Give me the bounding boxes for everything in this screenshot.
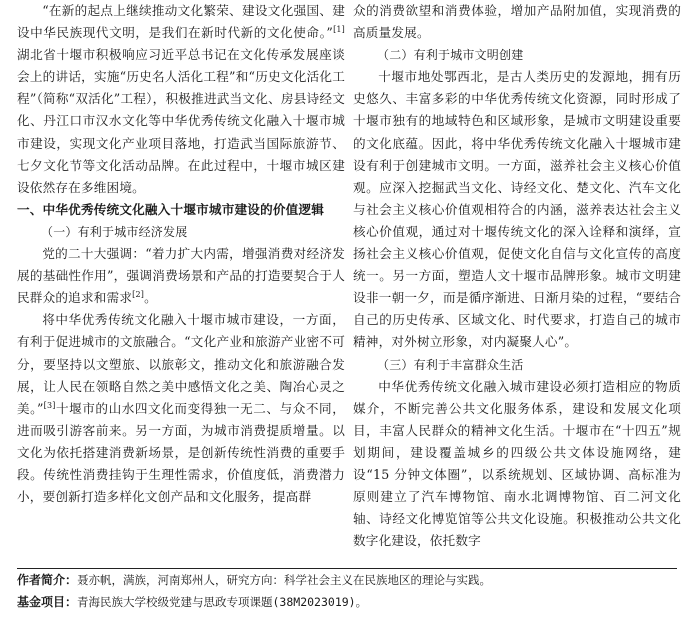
author-value: 聂亦帆，满族，河南郑州人，研究方向：科学社会主义在民族地区的理论与实践。 [77,573,492,587]
paragraph-consumption [17,243,345,309]
author-note [17,569,677,591]
subsection-heading-civilization: （二）有利于城市文明创建 [377,48,524,63]
subsection-heading-life: （三）有利于丰富群众生活 [377,357,524,372]
right-column [353,0,681,552]
paragraph-intro [17,0,345,199]
fund-value: 青海民族大学校级党建与思政专项课题(38M2023019)。 [77,595,368,609]
paragraph-public-culture: 中华优秀传统文化融入城市建设必须打造相应的物质媒介，不断完善公共文化服务体系，建设和发展文化项目，丰富人民群众的精神文化生活。十堰市在“十四五”规划期间，建设覆盖城乡的四级公共文体设施网络，建设“15 分钟文体圈”，以系统规划、区域协调、高标准为原则建立了汽车博物馆、南水北调博物馆、百二河文化轴、诗经文化博览馆等公共文化设施。积极推动公共文化数字化建设，依托数字 [353,378,681,549]
left-column [17,0,345,508]
subsection-heading-economy: （一）有利于城市经济发展 [41,224,188,239]
paragraph-text: 。 [144,290,157,306]
paragraph-text: “在新的起点上继续推动文化繁荣、建设文化强国、建设中华民族现代文明，是我们在新时代新的文化使命。” [17,3,345,41]
citation-ref: [1] [333,25,345,35]
paragraph-text: 十堰市的山水四文化而变得独一无二、与众不同，进而吸引游客前来。另一方面，为城市消费提质增量。以文化为依托搭建消费新场景，是创新传统性消费的重要手段。传统性消费挂钩于生理性需求，价值度低，消费潜力小，要创新打造多样化文创产品和文化服务，提高群 [17,400,345,505]
paragraph-civilization: 十堰市地处鄂西北，是古人类历史的发源地，拥有历史悠久、丰富多彩的中华优秀传统文化资源，同时形成了十堰市独有的地域特色和区域形象，是城市文明建设重要的文化底蕴。因此，将中华优秀传统文化融入十堰城市建设有利于创建城市文明。一方面，滋养社会主义核心价值观。应深入挖掘武当文化、诗经文化、楚文化、汽车文化与社会主义核心价值观相符合的内涵，滋养表达社会主义核心价值观，通过对十堰传统文化的深入诠释和演绎，宣扬社会主义核心价值观，促使文化自信与文化宣传的高度统一。另一方面，塑造人文十堰市品牌形象。城市文明建设非一朝一夕，而是循序渐进、日渐月染的过程，“要结合自己的历史传承、区域文化、时代要求，打造自己的城市精神，对外树立形象，对内凝聚人心”。 [353,69,681,350]
paragraph-culture-tourism [17,309,345,508]
footnotes [17,568,677,613]
citation-ref: [3] [43,400,56,410]
paragraph-text: 湖北省十堰市积极响应习近平总书记在文化传承发展座谈会上的讲话，实施“历史名人活化工程”和“历史文化活化工程”（简称“双活化”工程），积极推进武当文化、房县诗经文化、丹江口市汉水文化等中华优秀传统文化融入十堰市城市建设，实现文化产业项目落地，打造武当国际旅游节、七夕文化节等文化活动品牌。在此过程中，十堰市城区建设依然存在多维困境。 [17,47,345,195]
paragraph-continued: 众的消费欲望和消费体验，增加产品附加值，实现消费的高质量发展。 [353,3,681,41]
paragraph-text: 将中华优秀传统文化融入十堰市城市建设，一方面，有利于促进城市的文旅融合。“文化产业和旅游产业密不可分，要坚持以文塑旅、以旅彰文，推动文化和旅游融合发展，让人民在领略自然之美中感悟文化之美、陶冶心灵之美。” [17,312,345,416]
author-label: 作者简介： [17,573,78,587]
fund-note [17,591,677,613]
fund-label: 基金项目： [17,595,78,609]
citation-ref: [2] [132,290,145,300]
section-heading-1: 一、中华优秀传统文化融入十堰市城市建设的价值逻辑 [17,201,325,217]
paragraph-text: 党的二十大强调：“着力扩大内需，增强消费对经济发展的基础性作用”，强调消费场景和产品的打造要契合于人民群众的追求和需求 [17,246,345,306]
